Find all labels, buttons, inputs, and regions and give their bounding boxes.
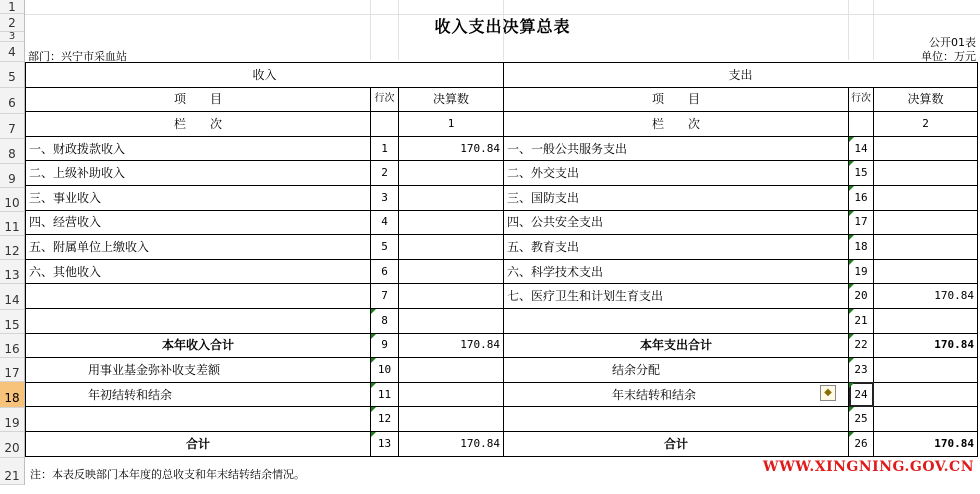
income-line[interactable]: 5 <box>371 235 399 260</box>
expense-amount[interactable] <box>874 185 978 210</box>
income-amount[interactable] <box>399 382 504 407</box>
row-number[interactable]: 14 <box>0 284 24 310</box>
income-item[interactable]: 四、经营收入 <box>26 210 371 235</box>
seq-column-header[interactable]: 行次 <box>849 87 874 112</box>
expense-total-label[interactable]: 合计 <box>504 431 849 456</box>
row-number[interactable]: 16 <box>0 334 24 358</box>
row-number[interactable]: 15 <box>0 310 24 334</box>
income-line[interactable]: 1 <box>371 136 399 161</box>
expense-item[interactable]: 五、教育支出 <box>504 235 849 260</box>
income-item[interactable]: 年初结转和结余 <box>26 382 371 407</box>
expense-amount[interactable] <box>874 210 978 235</box>
expense-amount[interactable] <box>874 382 978 407</box>
expense-line[interactable]: 17 <box>849 210 874 235</box>
expense-amount[interactable]: 170.84 <box>874 284 978 309</box>
footnote: 注：本表反映部门本年度的总收支和年末结转结余情况。 <box>30 468 305 481</box>
expense-item[interactable]: 四、公共安全支出 <box>504 210 849 235</box>
expense-amount[interactable] <box>874 161 978 186</box>
expense-total-amount[interactable]: 170.84 <box>874 431 978 456</box>
income-item[interactable]: 三、事业收入 <box>26 185 371 210</box>
expense-line[interactable]: 15 <box>849 161 874 186</box>
column-label[interactable]: 栏 次 <box>504 112 849 137</box>
income-header[interactable]: 收入 <box>26 63 504 88</box>
income-total-label[interactable]: 合计 <box>26 431 371 456</box>
expense-line[interactable]: 26 <box>849 431 874 456</box>
income-amount[interactable] <box>399 259 504 284</box>
empty-cell[interactable] <box>849 112 874 137</box>
expense-item[interactable] <box>504 308 849 333</box>
income-total-amount[interactable]: 170.84 <box>399 431 504 456</box>
row-number-selected[interactable]: 18 <box>0 382 24 408</box>
expense-item[interactable] <box>504 407 849 432</box>
income-item[interactable]: 用事业基金弥补收支差额 <box>26 358 371 383</box>
expense-amount[interactable] <box>874 308 978 333</box>
row-number[interactable]: 2 <box>0 14 24 32</box>
form-code: 公开01表 <box>929 36 976 49</box>
income-item[interactable]: 一、财政拨款收入 <box>26 136 371 161</box>
empty-cell[interactable] <box>371 112 399 137</box>
expense-line[interactable]: 20 <box>849 284 874 309</box>
expense-header[interactable]: 支出 <box>504 63 978 88</box>
row-number[interactable]: 19 <box>0 408 24 432</box>
income-amount[interactable] <box>399 185 504 210</box>
income-item[interactable]: 五、附属单位上缴收入 <box>26 235 371 260</box>
expense-item[interactable]: 一、一般公共服务支出 <box>504 136 849 161</box>
department-label: 部门：兴宁市采血站 <box>28 50 127 63</box>
row-number[interactable]: 13 <box>0 260 24 284</box>
expense-line[interactable]: 22 <box>849 333 874 358</box>
expense-line[interactable]: 19 <box>849 259 874 284</box>
item-column-header[interactable]: 项 目 <box>504 87 849 112</box>
row-number[interactable]: 17 <box>0 358 24 382</box>
income-item[interactable] <box>26 407 371 432</box>
income-col-no[interactable]: 1 <box>399 112 504 137</box>
unit-label: 单位：万元 <box>921 50 976 63</box>
income-line[interactable]: 9 <box>371 333 399 358</box>
expense-amount[interactable] <box>874 358 978 383</box>
expense-line[interactable]: 18 <box>849 235 874 260</box>
seq-column-header[interactable]: 行次 <box>371 87 399 112</box>
row-number[interactable]: 12 <box>0 236 24 260</box>
income-line[interactable]: 12 <box>371 407 399 432</box>
income-line[interactable]: 7 <box>371 284 399 309</box>
income-line[interactable]: 3 <box>371 185 399 210</box>
income-amount[interactable] <box>399 284 504 309</box>
expense-item[interactable]: 三、国防支出 <box>504 185 849 210</box>
row-number[interactable]: 8 <box>0 139 24 164</box>
row-number[interactable]: 10 <box>0 188 24 212</box>
expense-item[interactable]: 二、外交支出 <box>504 161 849 186</box>
expense-subtotal-amount[interactable]: 170.84 <box>874 333 978 358</box>
expense-amount[interactable] <box>874 259 978 284</box>
income-amount[interactable] <box>399 358 504 383</box>
income-amount[interactable] <box>399 210 504 235</box>
row-number[interactable]: 5 <box>0 62 24 88</box>
amount-column-header[interactable]: 决算数 <box>399 87 504 112</box>
column-label[interactable]: 栏 次 <box>26 112 371 137</box>
expense-item[interactable]: 七、医疗卫生和计划生育支出 <box>504 284 849 309</box>
income-line[interactable]: 11 <box>371 382 399 407</box>
row-number[interactable]: 4 <box>0 42 24 62</box>
row-number[interactable]: 20 <box>0 432 24 458</box>
row-number[interactable]: 11 <box>0 212 24 236</box>
expense-subtotal-label[interactable]: 本年支出合计 <box>504 333 849 358</box>
income-line[interactable]: 8 <box>371 308 399 333</box>
item-column-header[interactable]: 项 目 <box>26 87 371 112</box>
income-amount[interactable] <box>399 161 504 186</box>
expense-line[interactable]: 14 <box>849 136 874 161</box>
income-line[interactable]: 6 <box>371 259 399 284</box>
sheet-title: 收入支出决算总表 <box>434 17 571 36</box>
income-item[interactable] <box>26 284 371 309</box>
row-number[interactable]: 3 <box>0 32 24 42</box>
expense-line[interactable]: 25 <box>849 407 874 432</box>
row-number[interactable]: 7 <box>0 114 24 139</box>
row-number[interactable]: 21 <box>0 458 24 485</box>
selected-cell[interactable]: 24 <box>849 382 874 407</box>
income-amount[interactable]: 170.84 <box>399 136 504 161</box>
income-item[interactable]: 二、上级补助收入 <box>26 161 371 186</box>
income-item[interactable]: 六、其他收入 <box>26 259 371 284</box>
expense-amount[interactable] <box>874 407 978 432</box>
error-warning-icon[interactable]: ◆ <box>820 385 836 401</box>
income-line[interactable]: 13 <box>371 431 399 456</box>
income-subtotal-amount[interactable]: 170.84 <box>399 333 504 358</box>
income-amount[interactable] <box>399 235 504 260</box>
expense-amount[interactable] <box>874 235 978 260</box>
income-subtotal-label[interactable]: 本年收入合计 <box>26 333 371 358</box>
expense-line[interactable]: 21 <box>849 308 874 333</box>
row-number[interactable]: 9 <box>0 164 24 188</box>
amount-column-header[interactable]: 决算数 <box>874 87 978 112</box>
income-item[interactable] <box>26 308 371 333</box>
expense-item[interactable]: 年末结转和结余 <box>504 382 849 407</box>
expense-col-no[interactable]: 2 <box>874 112 978 137</box>
row-number[interactable]: 1 <box>0 0 24 14</box>
expense-item[interactable]: 六、科学技术支出 <box>504 259 849 284</box>
watermark: WWW.XINGNING.GOV.CN <box>762 459 974 475</box>
income-line[interactable]: 2 <box>371 161 399 186</box>
income-amount[interactable] <box>399 407 504 432</box>
income-amount[interactable] <box>399 308 504 333</box>
row-header-column <box>0 0 25 485</box>
expense-line[interactable]: 23 <box>849 358 874 383</box>
income-line[interactable]: 10 <box>371 358 399 383</box>
expense-amount[interactable] <box>874 136 978 161</box>
expense-line[interactable]: 16 <box>849 185 874 210</box>
income-line[interactable]: 4 <box>371 210 399 235</box>
expense-item[interactable]: 结余分配 <box>504 358 849 383</box>
row-number[interactable]: 6 <box>0 88 24 114</box>
